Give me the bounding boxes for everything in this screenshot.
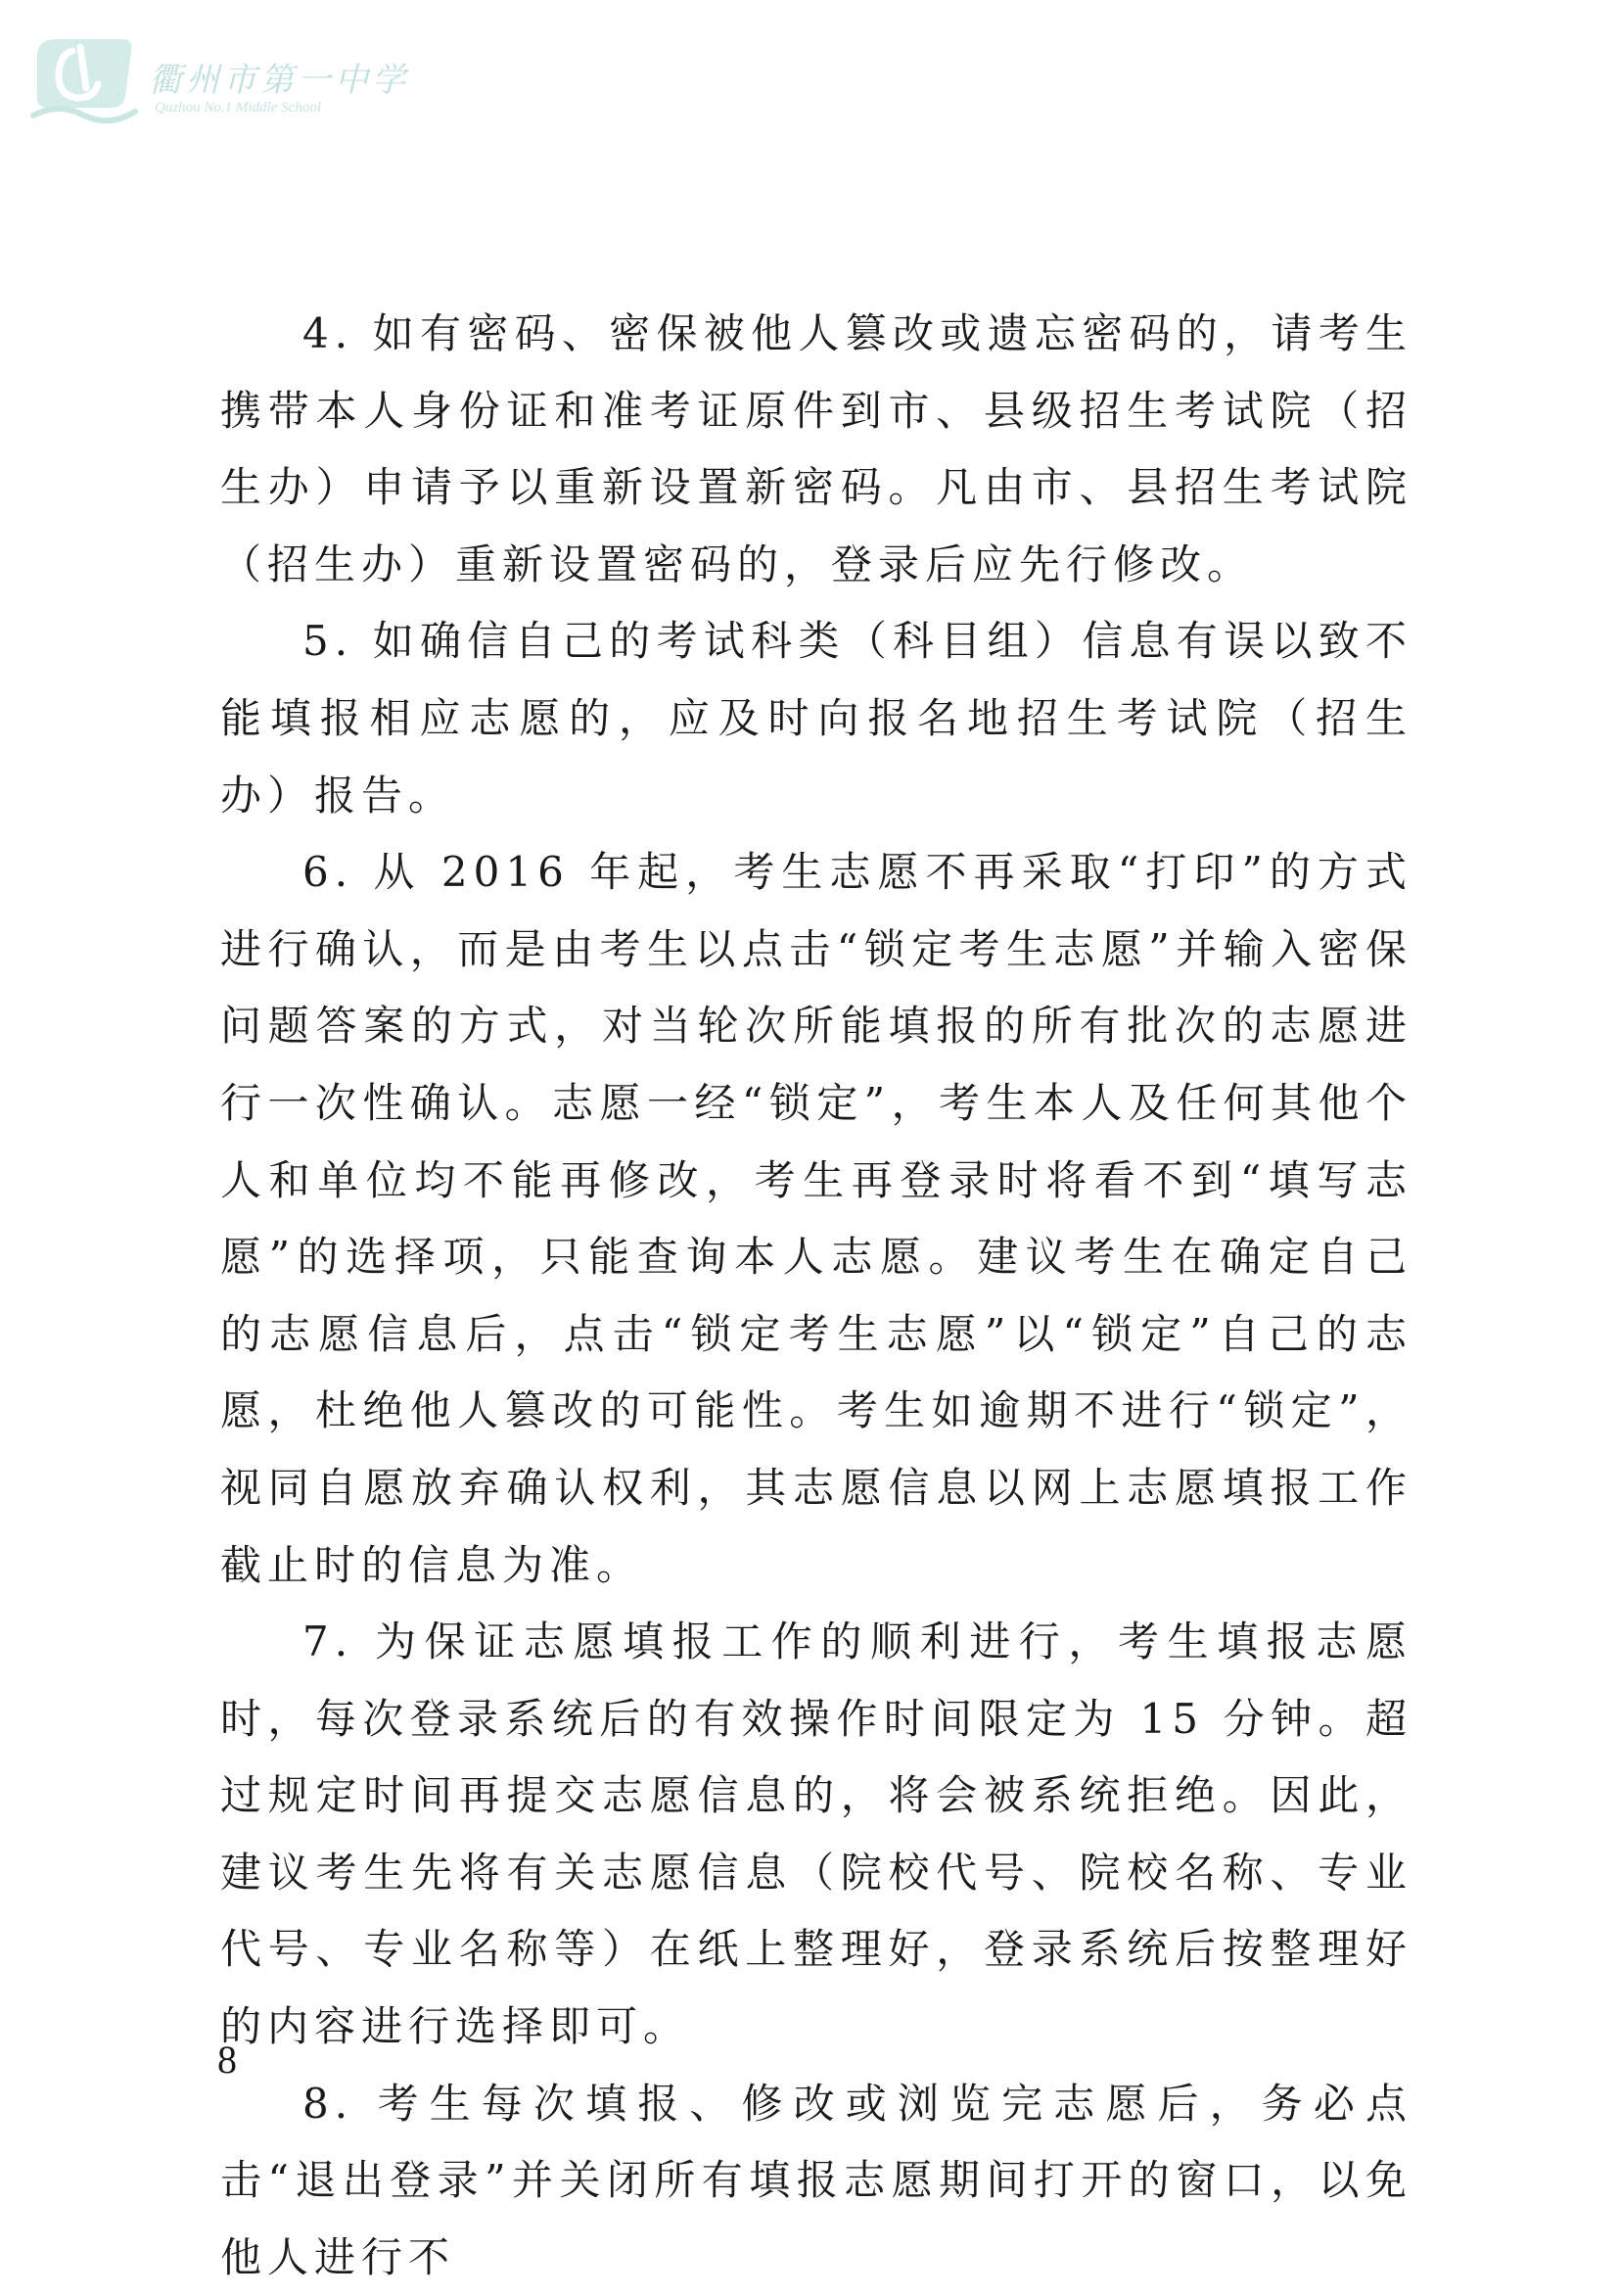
- school-emblem-icon: [29, 33, 139, 127]
- paragraph-item-5: 5. 如确信自己的考试科类（科目组）信息有误以致不能填报相应志愿的，应及时向报名地招生考试院（招生办）报告。: [220, 617, 1412, 820]
- paragraph-item-7: 7. 为保证志愿填报工作的顺利进行，考生填报志愿时，每次登录系统后的有效操作时间限定为 15 分钟。超过规定时间再提交志愿信息的，将会被系统拒绝。因此，建议考生先将有关志愿信息（院校代号、院校名称、专业代号、专业名称等）在纸上整理好，登录系统后按整理好的内容进行选择即可。: [220, 1617, 1412, 2051]
- page-number: 8: [217, 2038, 237, 2082]
- paragraph-item-4: 4. 如有密码、密保被他人篡改或遗忘密码的，请考生携带本人身份证和准考证原件到市、县级招生考试院（招生办）申请予以重新设置新密码。凡由市、县招生考试院（招生办）重新设置密码的，登录后应先行修改。: [220, 309, 1412, 588]
- paragraph-item-8: 8. 考生每次填报、修改或浏览完志愿后，务必点击“退出登录”并关闭所有填报志愿期间打开的窗口，以免他人进行不: [220, 2079, 1412, 2281]
- paragraph-item-6: 6. 从 2016 年起，考生志愿不再采取“打印”的方式进行确认，而是由考生以点击“锁定考生志愿”并输入密保问题答案的方式，对当轮次所能填报的所有批次的志愿进行一次性确认。志愿一经“锁定”，考生本人及任何其他个人和单位均不能再修改，考生再登录时将看不到“填写志愿”的选择项，只能查询本人志愿。建议考生在确定自己的志愿信息后，点击“锁定考生志愿”以“锁定”自己的志愿，杜绝他人篡改的可能性。考生如逾期不进行“锁定”，视同自愿放弃确认权利，其志愿信息以网上志愿填报工作截止时的信息为准。: [220, 848, 1412, 1589]
- logo-school-name: 衢州市第一中学: [149, 61, 409, 100]
- logo-school-subtitle: Quzhou No.1 Middle School: [155, 100, 321, 116]
- document-body: [220, 296, 1412, 2296]
- school-logo: [29, 33, 409, 127]
